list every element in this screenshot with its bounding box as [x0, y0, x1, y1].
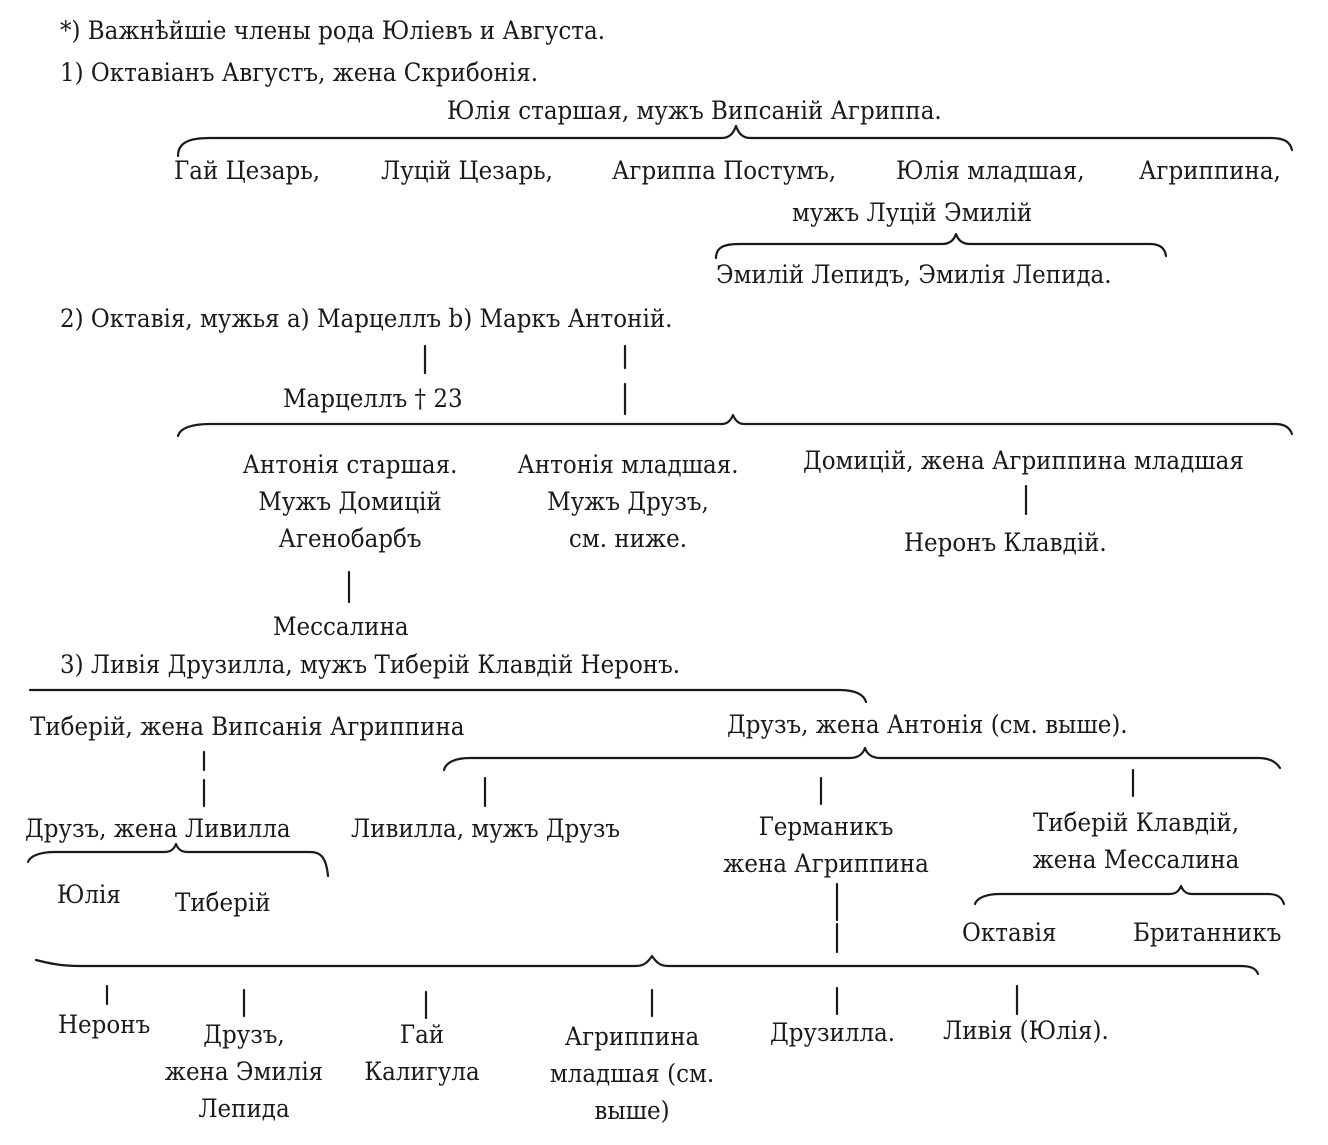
antonia-major	[203, 452, 497, 551]
agrippa-postumus: Агриппа Постумъ,	[612, 156, 837, 185]
julia-minor-husband: мужъ Луцій Эмилій	[792, 198, 1033, 227]
antonia-minor-line1: Антонія младшая.	[517, 450, 739, 479]
brace-julia-minor-children	[716, 234, 1166, 258]
marcellus: Марцеллъ † 23	[283, 384, 463, 413]
drusus-caesar-line3: Лепида	[198, 1094, 290, 1123]
drusus-caesar	[124, 1022, 363, 1121]
tiberius: Тиберій, жена Випсанія Агриппина	[30, 712, 465, 741]
caligula-line1: Гай	[399, 1020, 445, 1049]
gaius-caesar: Гай Цезарь,	[174, 156, 321, 185]
messalina-mother: Мессалина	[273, 612, 409, 641]
nero-claudius: Неронъ Клавдій.	[904, 528, 1107, 557]
lucius-caesar: Луцій Цезарь,	[381, 156, 553, 185]
britannicus: Британникъ	[1133, 918, 1282, 947]
agrippina-minor-line2: младшая (см.	[549, 1059, 715, 1088]
agrippina-minor	[522, 1024, 743, 1123]
germanicus	[688, 814, 964, 876]
section3-title: 3) Ливія Друзилла, мужъ Тиберій Клавдій Неронъ.	[60, 650, 681, 679]
caligula	[330, 1022, 514, 1084]
julia-major: Юлія старшая, мужъ Випсаній Агриппа.	[447, 96, 942, 125]
antonia-minor	[490, 452, 766, 551]
tiberius-gemellus: Тиберій	[175, 888, 271, 917]
nero-caesar: Неронъ	[58, 1010, 151, 1039]
section2-title: 2) Октавія, мужья а) Марцеллъ b) Маркъ Антоній.	[60, 304, 673, 333]
livia-julia: Ливія (Юлія).	[943, 1016, 1109, 1045]
antonia-minor-line3: см. ниже.	[568, 524, 688, 553]
antonia-major-line1: Антонія старшая.	[242, 450, 458, 479]
brace-antony-children	[178, 415, 1292, 436]
brace-drusus-children	[444, 748, 1280, 770]
antonia-major-line2: Мужъ Домицій	[258, 487, 442, 516]
drusus-caesar-line2: жена Эмилія	[164, 1057, 324, 1086]
drusus-major: Друзъ, жена Антонія (см. выше).	[727, 710, 1128, 739]
drusus-minor: Друзъ, жена Ливилла	[25, 814, 291, 843]
antonia-minor-line2: Мужъ Друзъ,	[547, 487, 709, 516]
lepidi: Эмилій Лепидъ, Эмилія Лепида.	[716, 260, 1112, 289]
brace-claudius-children	[975, 886, 1284, 904]
brace-drusus-jr-children	[28, 844, 328, 876]
agrippina-major: Агриппина,	[1139, 156, 1281, 185]
claudius-line1: Тиберій Клавдій,	[1032, 808, 1240, 837]
agrippina-minor-line3: выше)	[594, 1096, 670, 1125]
claudius-line2: жена Мессалина	[1032, 845, 1240, 874]
claudius	[998, 810, 1274, 872]
header-note: *) Важнѣйшіе члены рода Юліевъ и Августа.	[60, 16, 606, 45]
section1-title: 1) Октавіанъ Августъ, жена Скрибонія.	[60, 58, 539, 87]
drusilla: Друзилла.	[770, 1018, 896, 1047]
brace-germanicus-children	[36, 956, 1258, 974]
brace-livia-children	[30, 690, 866, 702]
julia-minor: Юлія младшая,	[896, 156, 1085, 185]
julia-livilla-daughter: Юлія	[57, 880, 121, 909]
octavia-claudia: Октавія	[962, 918, 1057, 947]
germanicus-line2: жена Агриппина	[723, 849, 929, 878]
livilla: Ливилла, мужъ Друзъ	[351, 814, 621, 843]
caligula-line2: Калигула	[364, 1057, 480, 1086]
domitius: Домицій, жена Агриппина младшая	[803, 446, 1244, 475]
antonia-major-line3: Агенобарбъ	[278, 524, 422, 553]
agrippina-minor-line1: Агриппина	[564, 1022, 700, 1051]
germanicus-line1: Германикъ	[758, 812, 894, 841]
drusus-caesar-line1: Друзъ,	[203, 1020, 285, 1049]
brace-octavian-grandchildren	[178, 126, 1292, 156]
